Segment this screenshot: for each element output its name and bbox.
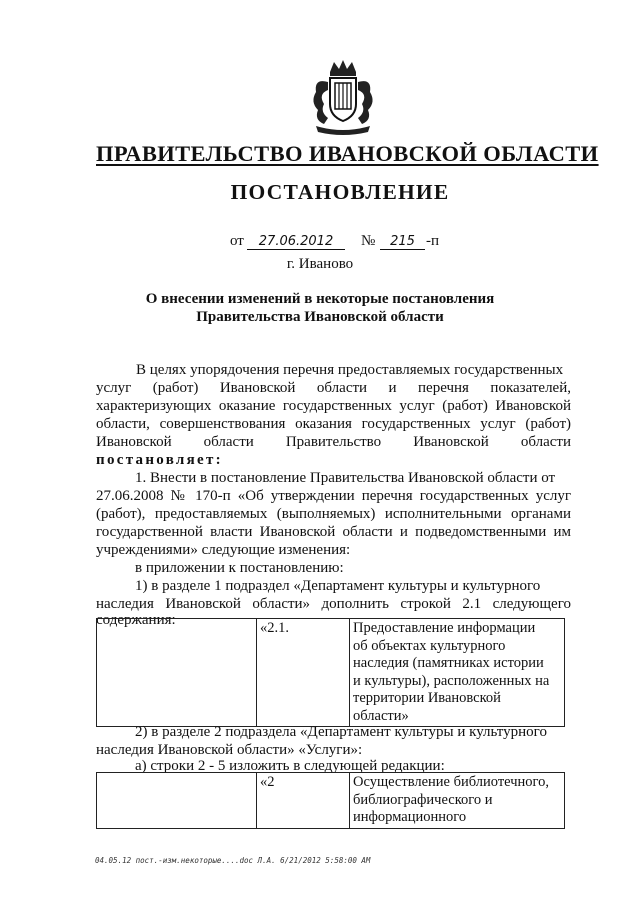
file-footer: 04.05.12 пост.-изм.некоторые....doc Л.А. 6/21/2012 5:58:00 AM xyxy=(95,856,371,865)
preamble-line: характеризующих оказание государственных услуг (работ) Ивановской xyxy=(96,398,571,414)
heading-line: О внесении изменений в некоторые постановления xyxy=(145,291,495,307)
heading-line: Правительства Ивановской области xyxy=(196,309,444,325)
sub1-line: 1) в разделе 1 подраздел «Департамент культуры и культурного xyxy=(135,578,541,594)
number-sign: № xyxy=(361,233,376,249)
government-title: ПРАВИТЕЛЬСТВО ИВАНОВСКОЙ ОБЛАСТИ xyxy=(96,141,599,166)
register-table-2 xyxy=(96,772,565,829)
annex-intro: в приложении к постановлению: xyxy=(135,560,344,576)
register-table-1 xyxy=(96,618,565,727)
date-prefix: от xyxy=(230,233,244,249)
service-line: территории Ивановской xyxy=(353,690,501,706)
table-cell-number: «2.1. xyxy=(257,619,350,727)
service-line: и культуры), расположенных на xyxy=(353,672,550,689)
service-line: наследия (памятниках истории xyxy=(353,655,544,671)
item1-line: государственной власти Ивановской области и подведомственными им xyxy=(96,524,571,540)
table-cell-service xyxy=(350,773,565,829)
sub1-line: наследия Ивановской области» дополнить строкой 2.1 следующего xyxy=(96,596,571,612)
preamble-line: области, совершенствования оказания государственных услуг (работ) xyxy=(96,416,571,432)
table-cell-number: «2 xyxy=(257,773,350,829)
table-cell-service xyxy=(350,619,565,727)
service-line: информационного xyxy=(353,809,467,825)
service-line: библиографического и xyxy=(353,791,493,808)
document-kind-title: ПОСТАНОВЛЕНИЕ xyxy=(230,180,450,204)
service-line: области» xyxy=(353,707,409,724)
sub2-line: наследия Ивановской области» «Услуги»: xyxy=(96,742,363,758)
document-number: 215 xyxy=(380,234,425,250)
table-row xyxy=(97,619,565,727)
coat-of-arms-icon xyxy=(306,58,380,136)
sub2a-line: а) строки 2 - 5 изложить в следующей редакции: xyxy=(135,758,445,774)
city: г. Иваново xyxy=(286,256,354,272)
item1-line: 27.06.2008 № 170-п «Об утверждении перечня государственных услуг xyxy=(96,488,571,504)
decree-word: постановляет: xyxy=(96,452,223,468)
service-line: об объектах культурного xyxy=(353,637,506,654)
item1-line: учреждениями» следующие изменения: xyxy=(96,542,351,558)
item1-line: 1. Внести в постановление Правительства Ивановской области от xyxy=(135,470,556,486)
table-row xyxy=(97,773,565,829)
service-line: Предоставление информации xyxy=(353,620,536,636)
sub2-line: 2) в разделе 2 подраздела «Департамент культуры и культурного xyxy=(135,724,547,740)
table-cell-code xyxy=(97,773,257,829)
preamble-line: В целях упорядочения перечня предоставляемых государственных xyxy=(136,362,564,378)
number-suffix: -п xyxy=(426,233,440,249)
table-cell-code xyxy=(97,619,257,727)
item1-line: (работ), предоставляемых (выполняемых) исполнительными органами xyxy=(96,506,571,522)
sub1-line: содержания: xyxy=(96,612,176,628)
document-date: 27.06.2012 xyxy=(247,234,345,250)
document-heading xyxy=(120,290,520,326)
service-line: Осуществление библиотечного, xyxy=(353,774,549,790)
preamble-line: Ивановской области Правительство Ивановской области xyxy=(96,434,571,450)
preamble-line: услуг (работ) Ивановской области и перечня показателей, xyxy=(96,380,571,396)
